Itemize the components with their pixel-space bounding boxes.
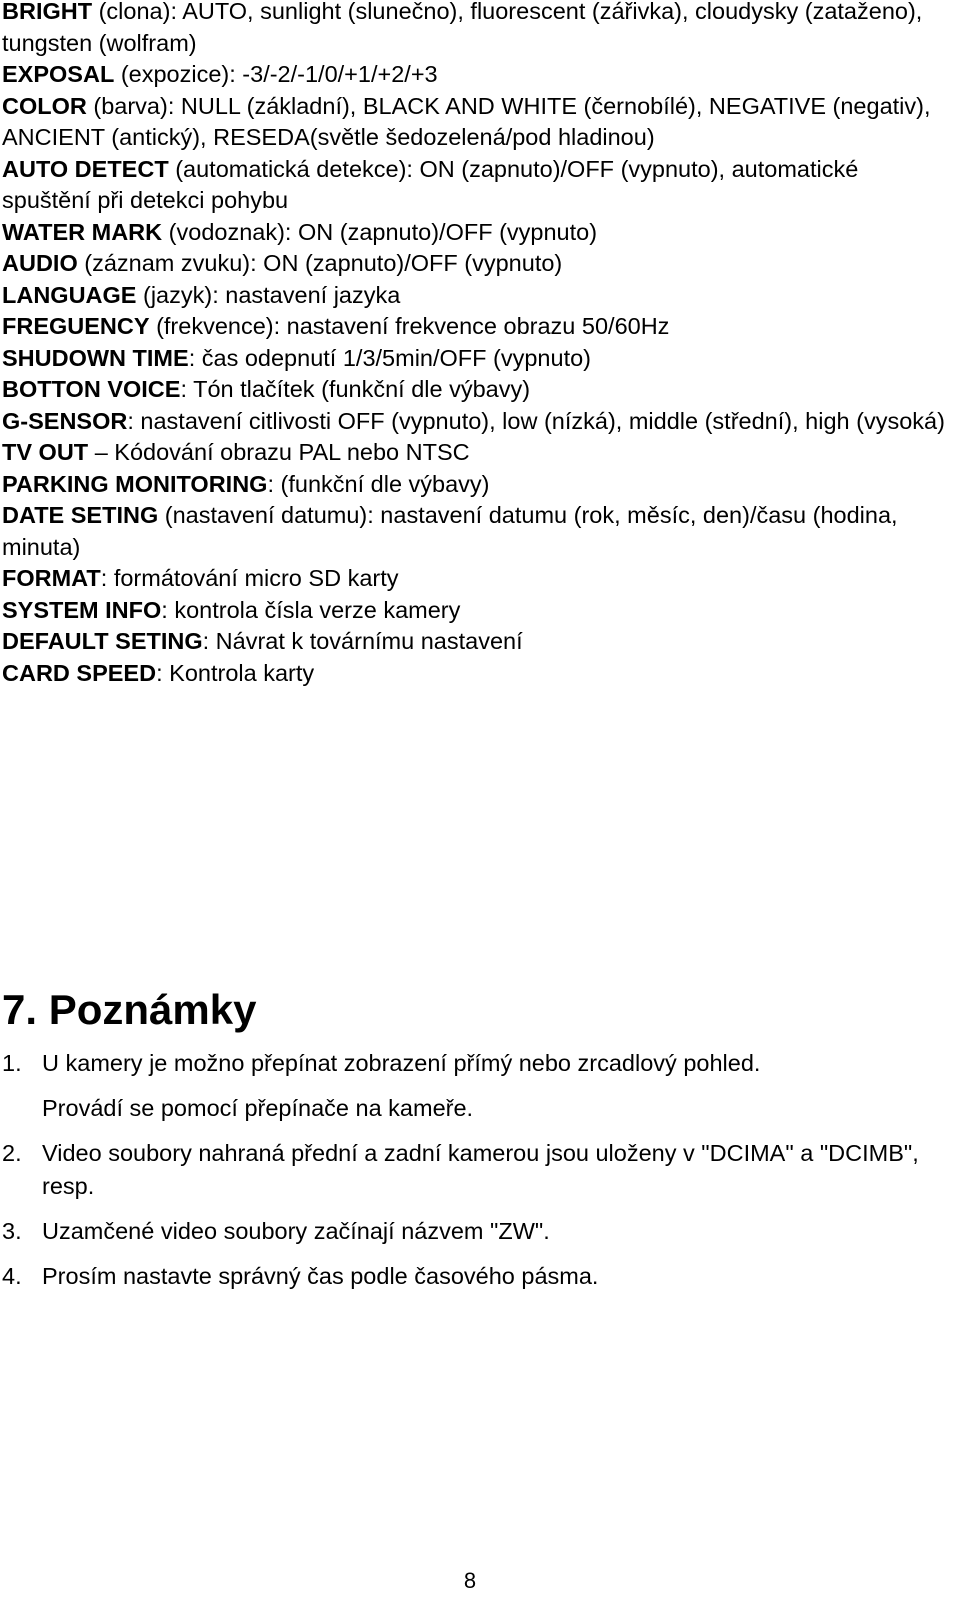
notes-list: [2, 1047, 952, 1305]
setting-key: SYSTEM INFO: [2, 596, 162, 623]
setting-water-mark: [2, 217, 952, 249]
setting-description: : nastavení citlivosti OFF (vypnuto), low (nízká), middle (střední), high (vysoká): [127, 407, 945, 434]
note-number: 3.: [2, 1218, 22, 1244]
setting-bright: [2, 0, 952, 59]
setting-default-seting: [2, 626, 952, 658]
setting-description: (expozice): -3/-2/-1/0/+1/+2/+3: [114, 61, 438, 87]
setting-exposal: [2, 59, 952, 91]
setting-description: – Kódování obrazu PAL nebo NTSC: [88, 439, 470, 465]
note-number: 2.: [2, 1140, 22, 1166]
note-item: [2, 1137, 952, 1203]
setting-g-sensor: [2, 406, 952, 438]
setting-language: [2, 280, 952, 312]
note-item: [2, 1047, 952, 1125]
note-text-continuation: Provádí se pomocí přepínače na kameře.: [42, 1095, 474, 1121]
setting-format: [2, 563, 952, 595]
setting-description: : Tón tlačítek (funkční dle výbavy): [180, 376, 531, 402]
setting-key: LANGUAGE: [2, 281, 137, 308]
notes-heading: 7. Poznámky: [2, 986, 257, 1033]
setting-description: : kontrola čísla verze kamery: [161, 596, 461, 623]
setting-key: PARKING MONITORING: [2, 470, 268, 497]
setting-description: (frekvence): nastavení frekvence obrazu 50/60Hz: [149, 313, 670, 339]
setting-description: : formátování micro SD karty: [100, 565, 399, 591]
setting-shudown-time: [2, 343, 952, 375]
setting-card-speed: [2, 658, 952, 690]
setting-botton-voice: [2, 374, 952, 406]
setting-key: WATER MARK: [2, 218, 163, 245]
setting-key: DEFAULT SETING: [2, 628, 203, 654]
note-text: Prosím nastavte správný čas podle časového pásma.: [42, 1263, 599, 1289]
setting-key: SHUDOWN TIME: [2, 344, 189, 371]
setting-description: (nastavení datumu): nastavení datumu (rok, měsíc, den)/času (hodina, minuta): [2, 502, 898, 560]
setting-key: TV OUT: [2, 439, 89, 465]
setting-description: : (funkční dle výbavy): [267, 470, 490, 497]
setting-auto-detect: [2, 154, 952, 217]
setting-key: BOTTON VOICE: [2, 376, 181, 402]
setting-description: (vodoznak): ON (zapnuto)/OFF (vypnuto): [162, 218, 598, 245]
note-item: [2, 1215, 952, 1248]
note-item: [2, 1260, 952, 1293]
setting-key: AUTO DETECT: [2, 155, 169, 182]
setting-key: FREGUENCY: [2, 313, 150, 339]
setting-key: FORMAT: [2, 565, 101, 591]
setting-description: : Kontrola karty: [156, 659, 315, 686]
note-text: Uzamčené video soubory začínají názvem "ZW".: [42, 1218, 550, 1244]
note-text: U kamery je možno přepínat zobrazení přímý nebo zrcadlový pohled.: [42, 1050, 761, 1076]
page-number: 8: [463, 1568, 477, 1593]
setting-audio: [2, 248, 952, 280]
setting-description: (clona): AUTO, sunlight (slunečno), fluorescent (zářivka), cloudysky (zataženo), tungsten (wolfram): [2, 0, 923, 56]
setting-description: : čas odepnutí 1/3/5min/OFF (vypnuto): [188, 344, 591, 371]
setting-description: (záznam zvuku): ON (zapnuto)/OFF (vypnuto): [77, 250, 563, 276]
setting-key: G-SENSOR: [2, 407, 128, 434]
setting-color: [2, 91, 952, 154]
setting-description: : Návrat k továrnímu nastavení: [202, 628, 523, 654]
setting-key: EXPOSAL: [2, 61, 115, 87]
setting-description: (automatická detekce): ON (zapnuto)/OFF (vypnuto), automatické spuštění při detekci pohybu: [2, 155, 859, 213]
note-number: 4.: [2, 1263, 22, 1289]
setting-description: (barva): NULL (základní), BLACK AND WHITE (černobílé), NEGATIVE (negativ), ANCIENT (antický), RESEDA(světle šedozelená/pod hladinou): [2, 92, 931, 150]
setting-key: CARD SPEED: [2, 659, 157, 686]
settings-list: [2, 0, 952, 689]
setting-parking-monitoring: [2, 469, 952, 501]
setting-key: AUDIO: [2, 250, 78, 276]
note-number: 1.: [2, 1050, 22, 1076]
setting-key: BRIGHT: [2, 0, 93, 24]
setting-description: (jazyk): nastavení jazyka: [136, 281, 401, 308]
setting-key: COLOR: [2, 92, 87, 119]
note-text: Video soubory nahraná přední a zadní kamerou jsou uloženy v "DCIMA" a "DCIMB", resp.: [42, 1140, 919, 1199]
setting-key: DATE SETING: [2, 502, 159, 528]
setting-system-info: [2, 595, 952, 627]
setting-freguency: [2, 311, 952, 343]
note-text-block: [42, 1047, 952, 1125]
setting-date-seting: [2, 500, 952, 563]
setting-tv-out: [2, 437, 952, 469]
